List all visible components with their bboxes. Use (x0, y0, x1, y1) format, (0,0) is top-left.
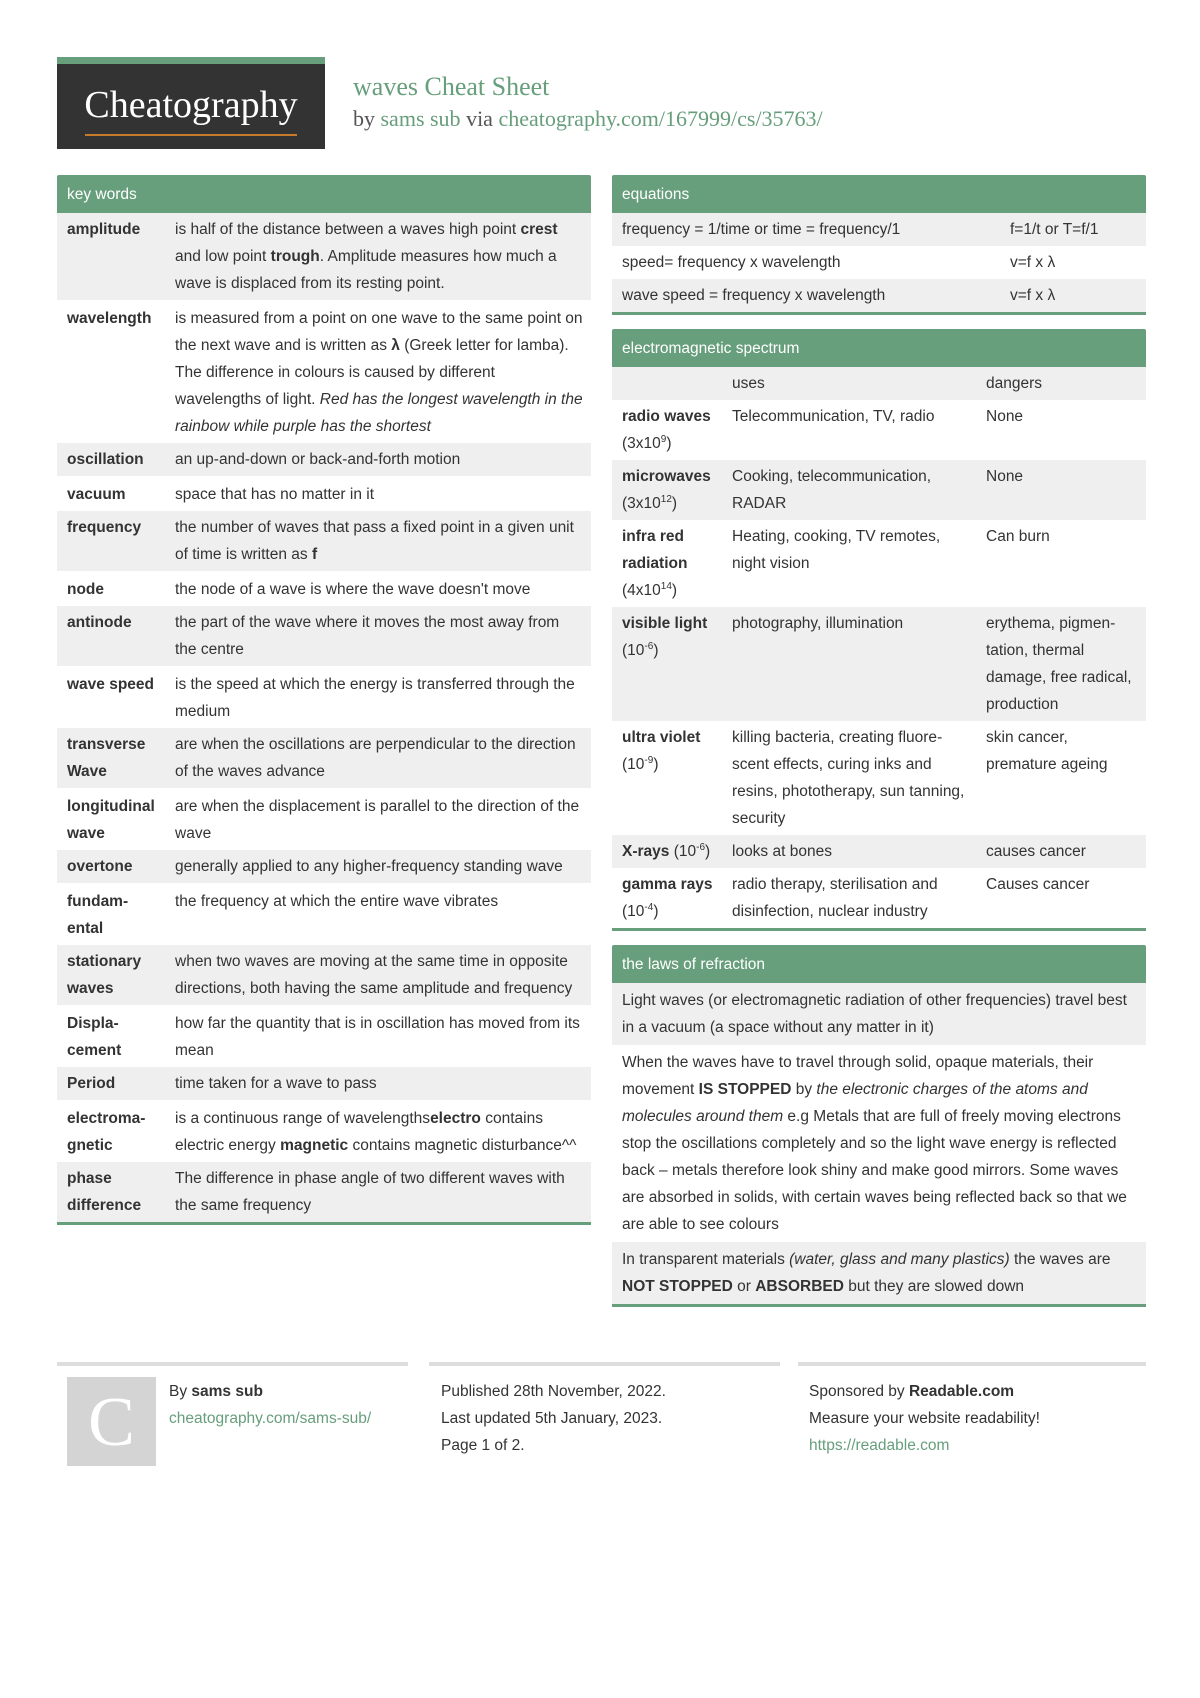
text-span: The difference in phase angle of two different waves with the same frequency (175, 1170, 565, 1214)
uses-cell: killing bacteria, creating fluorescent effects, curing inks and resins, phototherapy, sun tanning, security (732, 729, 965, 827)
equation-description: wave speed = frequency x wavelength (612, 279, 1000, 312)
footer-divider (798, 1362, 1146, 1366)
left-column (57, 175, 591, 1239)
wavelength-exponent: -9 (644, 754, 654, 766)
equations-section (612, 175, 1146, 315)
text-span: generally applied to any higher-frequency standing wave (175, 858, 563, 875)
sheet-byline (353, 106, 823, 132)
footer-author-url[interactable] (169, 1405, 371, 1432)
text-span: contains electric energy (175, 1110, 543, 1154)
table-row (57, 213, 591, 301)
italic-text: (water, glass and many plastics) (789, 1251, 1010, 1268)
sponsor-link[interactable]: https://readable.com (809, 1437, 950, 1454)
bold-text: crest (520, 221, 558, 238)
sheet-title: waves Cheat Sheet (353, 72, 550, 101)
footer-divider (57, 1362, 408, 1366)
definition-cell (165, 606, 591, 667)
wave-name: infra red radiation (622, 528, 688, 572)
table-row (57, 850, 591, 884)
term-cell: antinode (57, 606, 165, 667)
wave-type-cell (612, 460, 722, 520)
table-row (57, 443, 591, 477)
table-header-row (612, 367, 1146, 400)
footer-page: Page 1 of 2. (441, 1437, 525, 1454)
bold-text: magnetic (280, 1137, 349, 1154)
sponsor-prefix: Sponsored by (809, 1383, 909, 1400)
term-cell: electromagnetic (57, 1101, 165, 1162)
refraction-body (612, 983, 1146, 1304)
refraction-section (612, 945, 1146, 1307)
footer-sponsor (809, 1378, 1014, 1405)
logo-accent-bar (57, 57, 325, 64)
term-cell: Displacement (57, 1006, 165, 1067)
text-span: . Amplitude measures how much a wave is displaced from its resting point. (175, 248, 557, 292)
table-row (57, 728, 591, 789)
text-span: time taken for a wave to pass (175, 1075, 377, 1092)
text-span: is a continuous range of wavelengths (175, 1110, 431, 1127)
footer-published: Published 28th November, 2022. (441, 1383, 666, 1400)
text-span: is the speed at which the energy is transferred through the medium (175, 676, 575, 720)
table-row (57, 511, 591, 572)
definition-cell (165, 667, 591, 728)
table-row (57, 1067, 591, 1101)
text-span: are when the displacement is parallel to the direction of the wave (175, 798, 580, 842)
wave-name: gamma rays (622, 876, 713, 893)
uses-cell: photography, illumination (722, 607, 976, 721)
refraction-paragraph (612, 983, 1146, 1045)
definition-cell (165, 789, 591, 850)
table-row (612, 213, 1146, 246)
term-cell: transverse Wave (57, 728, 165, 789)
table-row (612, 400, 1146, 460)
term-cell: stationary waves (57, 945, 165, 1006)
wave-name: X-rays (622, 843, 670, 860)
term-cell: wavelength (57, 301, 165, 443)
definition-cell (165, 884, 591, 945)
wavelength-prefix: (3x10 (622, 435, 661, 452)
text-span: Light waves (or electromagnetic radiation of other frequencies) travel best in a vacuum (a space without any matter in it) (622, 992, 1127, 1036)
text-span: In transparent materials (622, 1251, 790, 1268)
wavelength-prefix: (4x10 (622, 582, 661, 599)
table-row (57, 1101, 591, 1162)
uses-cell: Heating, cooking, TV remotes, night vision (732, 528, 941, 572)
table-row (57, 572, 591, 606)
wavelength-exponent: -6 (644, 640, 654, 652)
table-row (57, 1006, 591, 1067)
term-cell: phase difference (57, 1162, 165, 1222)
term-cell: oscillation (57, 443, 165, 477)
header-cell-dangers: dangers (976, 367, 1146, 400)
uses-cell: Cooking, telecommunication, RADAR (722, 460, 976, 520)
right-column (612, 175, 1146, 1321)
equations-table (612, 213, 1146, 312)
equation-formula: v=f x λ (1000, 279, 1146, 312)
refraction-paragraph (612, 1045, 1146, 1242)
table-row (57, 1162, 591, 1222)
table-row (57, 477, 591, 511)
term-cell: Period (57, 1067, 165, 1101)
bold-text: λ (391, 337, 400, 354)
logo-text: Cheatography (84, 84, 298, 126)
wavelength-exponent: 9 (660, 433, 667, 445)
equation-formula: f=1/t or T=f/1 (1000, 213, 1146, 246)
wave-name: microwaves (622, 468, 711, 485)
section-header: equations (612, 175, 1146, 213)
table-row (612, 835, 1146, 868)
wavelength-exponent: -4 (644, 901, 654, 913)
wave-name: ultra violet (622, 729, 701, 746)
table-row (612, 246, 1146, 279)
footer-sponsor-url[interactable] (809, 1432, 949, 1459)
term-cell: fundamental (57, 884, 165, 945)
footer-sponsor-tag: Measure your website readability! (809, 1410, 1040, 1427)
table-row (57, 884, 591, 945)
footer-author-name: sams sub (191, 1383, 263, 1400)
text-span: the node of a wave is where the wave doesn't move (175, 581, 531, 598)
table-row (612, 721, 1146, 835)
text-span: the waves are (1009, 1251, 1111, 1268)
wave-name: visible light (622, 615, 708, 632)
italic-text: the electronic charges of the atoms and molecules around them (622, 1081, 1088, 1125)
text-span: When the waves have to travel through solid, opaque materials, their movement (622, 1054, 1094, 1098)
wavelength-prefix: (10 (622, 903, 645, 920)
term-cell: frequency (57, 511, 165, 572)
section-header: the laws of refraction (612, 945, 1146, 983)
cheatography-logo[interactable] (57, 57, 325, 149)
dangers-cell: skin cancer, premature ageing (986, 729, 1108, 773)
footer-divider (429, 1362, 780, 1366)
author-avatar[interactable] (67, 1377, 156, 1466)
dangers-cell: Can burn (986, 528, 1050, 545)
em-spectrum-section (612, 329, 1146, 931)
dangers-cell: Causes cancer (986, 876, 1090, 893)
definition-cell (165, 1006, 591, 1067)
wavelength-suffix: ) (705, 843, 711, 860)
bold-text: IS STOPPED (698, 1081, 792, 1098)
term-cell: vacuum (57, 477, 165, 511)
term-cell: amplitude (57, 213, 165, 301)
uses-cell: radio therapy, sterilisation and disinfection, nuclear industry (732, 876, 938, 920)
text-span: the number of waves that pass a fixed point in a given unit of time is written as (175, 519, 574, 563)
definition-cell (165, 1067, 591, 1101)
definition-cell (165, 572, 591, 606)
term-cell: longitudinal wave (57, 789, 165, 850)
bold-text: trough (270, 248, 320, 265)
wavelength-prefix: (10 (622, 756, 645, 773)
wave-type-cell (612, 520, 722, 607)
text-span: the frequency at which the entire wave vibrates (175, 893, 499, 910)
equation-description: frequency = 1/time or time = frequency/1 (612, 213, 1000, 246)
table-row (57, 606, 591, 667)
author-link[interactable]: sams sub (380, 106, 461, 131)
term-cell: overtone (57, 850, 165, 884)
wave-type-cell (612, 607, 722, 721)
definition-cell (165, 945, 591, 1006)
wavelength-suffix: ) (653, 756, 659, 773)
term-cell: wave speed (57, 667, 165, 728)
text-span: e.g Metals that are full of freely moving electrons stop the oscillations completely and so the light wave energy is reflected back – metals therefore look shiny and make good mirrors. Some waves are absorbed in solids, with certain waves being reflected back so that we are able to see colours (622, 1108, 1127, 1233)
table-row (57, 667, 591, 728)
bold-text: NOT STOPPED (622, 1278, 733, 1295)
equation-formula: v=f x λ (1010, 254, 1056, 271)
bold-text: electro (430, 1110, 481, 1127)
table-row (612, 520, 1146, 607)
uses-cell: looks at bones (722, 835, 976, 868)
wavelength-suffix: ) (671, 582, 678, 599)
section-header: key words (57, 175, 591, 213)
wave-type-cell (612, 400, 722, 460)
dangers-cell: erythema, pigmentation, thermal damage, free radical, production (976, 607, 1146, 721)
via-text: via (460, 106, 499, 131)
wave-name: radio waves (622, 408, 711, 425)
text-span: an up-and-down or back-and-forth motion (175, 451, 461, 468)
footer-by-label: By (169, 1383, 192, 1400)
table-row (57, 945, 591, 1006)
author-profile-link[interactable]: cheatography.com/sams-sub/ (169, 1410, 372, 1427)
wavelength-exponent: 12 (660, 493, 672, 505)
em-spectrum-table (612, 367, 1146, 928)
wavelength-suffix: ) (666, 435, 672, 452)
text-span: space that has no matter in it (175, 486, 375, 503)
wave-type-cell (612, 868, 722, 928)
key-words-section (57, 175, 591, 1225)
dangers-cell: causes cancer (976, 835, 1146, 868)
bold-text: f (311, 546, 318, 563)
definition-cell (165, 850, 591, 884)
wave-type-cell (612, 721, 722, 835)
dangers-cell: None (986, 408, 1024, 425)
dangers-cell: None (976, 460, 1146, 520)
definition-cell (165, 477, 591, 511)
definition-cell (165, 301, 591, 443)
sponsor-name: Readable.com (908, 1383, 1015, 1400)
table-row (612, 868, 1146, 928)
refraction-paragraph (612, 1242, 1146, 1304)
uses-cell: Telecommunication, TV, radio (732, 408, 935, 425)
wavelength-suffix: ) (653, 903, 659, 920)
wavelength-prefix: (3x10 (622, 495, 661, 512)
definition-cell (165, 443, 591, 477)
wavelength-exponent: -6 (696, 841, 706, 853)
text-span: are when the oscillations are perpendicular to the direction of the waves advance (175, 736, 576, 780)
avatar-letter: C (88, 1384, 135, 1461)
table-row (57, 789, 591, 850)
definition-cell (165, 1162, 591, 1222)
definition-cell (165, 1101, 591, 1162)
section-header: electromagnetic spectrum (612, 329, 1146, 367)
text-span: (Greek letter for lamba). The difference in colours is caused by different wavelengths of light. (175, 337, 569, 408)
text-span: is half of the distance between a waves high point (175, 221, 521, 238)
table-row (612, 607, 1146, 721)
header-cell-blank (612, 367, 722, 400)
text-span: contains magnetic disturbance^^ (348, 1137, 577, 1154)
header-cell-uses: uses (722, 367, 976, 400)
text-span: when two waves are moving at the same time in opposite directions, both having the same amplitude and frequency (175, 953, 573, 997)
text-span: is measured from a point on one wave to the same point on the next wave and is written as (175, 310, 583, 354)
italic-text: Red has the longest wavelength in the rainbow while purple has the shortest (175, 391, 583, 435)
table-row (612, 460, 1146, 520)
wavelength-suffix: ) (653, 642, 659, 659)
wavelength-suffix: ) (671, 495, 678, 512)
wavelength-exponent: 14 (660, 580, 672, 592)
wave-type-cell (612, 835, 722, 868)
table-row (612, 279, 1146, 312)
sheet-url-link[interactable]: cheatography.com/167999/cs/35763/ (498, 106, 823, 131)
table-row (57, 301, 591, 443)
term-cell: node (57, 572, 165, 606)
footer-author (169, 1378, 263, 1405)
logo-underline (85, 134, 297, 136)
text-span: by (791, 1081, 817, 1098)
text-span: or (732, 1278, 756, 1295)
definition-cell (165, 728, 591, 789)
footer-updated: Last updated 5th January, 2023. (441, 1410, 663, 1427)
key-words-table (57, 213, 591, 1222)
wavelength-prefix: (10 (669, 843, 697, 860)
bold-text: ABSORBED (755, 1278, 844, 1295)
text-span: but they are slowed down (843, 1278, 1025, 1295)
text-span: the part of the wave where it moves the most away from the centre (175, 614, 560, 658)
text-span: how far the quantity that is in oscillation has moved from its mean (175, 1015, 580, 1059)
equation-description: speed= frequency x wavelength (622, 254, 841, 271)
wavelength-prefix: (10 (622, 642, 645, 659)
definition-cell (165, 511, 591, 572)
text-span: and low point (175, 248, 271, 265)
by-prefix: by (353, 106, 381, 131)
definition-cell (165, 213, 591, 301)
